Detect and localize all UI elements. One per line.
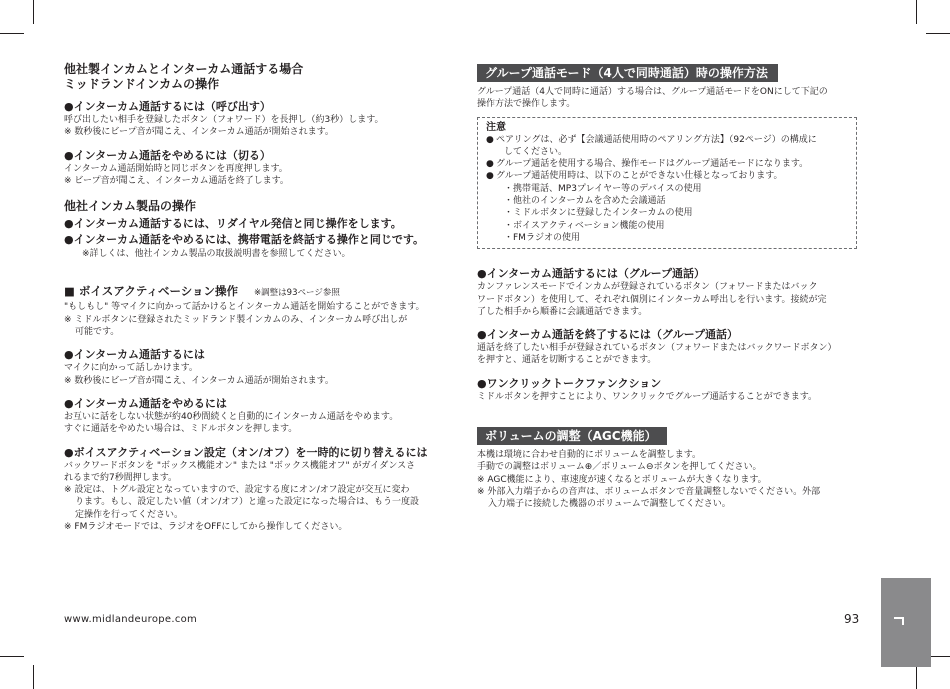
body-text: カンファレンスモードでインカムが登録されているボタン（フォワードまたはバック [477, 282, 818, 293]
body-note: ※ AGC機能により、車速度が速くなるとボリュームが大きくなります。 [477, 474, 767, 485]
crop-mark [916, 0, 917, 24]
body-text: 了した相手から順番に会議通話できます。 [477, 306, 648, 317]
body-text: ミドルボタンを押すことにより、ワンクリックでグループ通話することができます。 [477, 391, 818, 402]
subsection-heading: ●インターカム通話するには（グループ通話） [477, 267, 706, 281]
footer-url: www.midlandeurope.com [64, 614, 198, 625]
section-title: ミッドランドインカムの操作 [64, 77, 220, 91]
crop-mark [0, 656, 24, 657]
bullet-icon: ● [486, 171, 494, 182]
body-text: グループ通話（4人で同時に通話）する場合は、グループ通話モードをONにして下記の [477, 87, 828, 97]
body-text: れるまで約7秒間押します。 [64, 472, 178, 483]
section-title-vox [64, 284, 449, 301]
body-note: ※ FMラジオモードでは、ラジオをOFFにしてから操作してください。 [64, 522, 348, 533]
subsection-heading: ●ワンクリックトークファンクション [477, 376, 662, 390]
bullet-icon: ● [486, 159, 494, 170]
body-text: 本機は環境に合わせ自動的にボリュームを調整します。 [477, 450, 702, 461]
right-column [477, 62, 857, 511]
caution-subitem: ・FMラジオの使用 [504, 232, 580, 243]
body-note: ※ 外部入力端子からの音声は、ボリュームボタンで音量調整しないでください。外部 [477, 486, 821, 497]
body-note: ※ 数秒後にビープ音が聞こえ、インターカム通話が開始されます。 [64, 375, 334, 386]
body-note: ※詳しくは、他社インカム製品の取扱説明書を参照してください。 [82, 249, 351, 260]
body-text: お互いに話をしない状態が約40秒間続くと自動的にインターカム通話をやめます。 [64, 411, 399, 422]
body-note: 入力端子に接続した機器のボリュームで調整してください。 [488, 499, 731, 510]
caution-item: ● ペアリングは、必ず【会議通話使用時のペアリング方法】（92ページ）の構成に [486, 134, 817, 145]
subsection-heading: ●ボイスアクティベーション設定（オン/オフ）を一時的に切り替えるには [64, 445, 428, 459]
body-bullet: ●インターカム通話をやめるには、携帯電話を終話する操作と同じです。 [64, 233, 425, 247]
subsection-heading: ●インターカム通話するには（呼び出す） [64, 100, 271, 113]
body-text: 呼び出したい相手を登録したボタン（フォワード）を長押し（約3秒）します。 [64, 115, 384, 125]
body-note: ※ 設定は、トグル設定となっていますので、設定する度にオン/オフ設定が交互に変わ [64, 485, 410, 496]
body-text: 通話を終了したい相手が登録されているボタン（フォワードまたはバックワードボタン） [477, 343, 837, 354]
body-text: 操作方法で操作します。 [477, 99, 576, 110]
caution-subitem: ・ボイスアクティベーション機能の使用 [504, 220, 665, 231]
body-note: 可能です。 [75, 327, 120, 338]
body-note: 定操作を行ってください。 [75, 509, 184, 520]
section-band-volume: ボリュームの調整（AGC機能） [477, 427, 667, 445]
crop-mark [33, 665, 34, 689]
section-title: 他社製インカムとインターカム通話する場合 [64, 62, 304, 76]
side-tab [881, 578, 931, 667]
crop-mark [0, 33, 24, 34]
language-tab-icon [893, 616, 905, 626]
section-title: 他社インカム製品の操作 [64, 199, 197, 214]
body-bullet: ●インターカム通話するには、リダイヤル発信と同じ操作をします。 [64, 217, 402, 231]
body-text: バックワードボタンを "ボックス機能オン" または "ボックス機能オフ" がガイダンスさ [64, 460, 416, 471]
body-text: すぐに通話をやめたい場合は、ミドルボタンを押します。 [64, 424, 298, 435]
caution-item: ● グループ通話使用時は、以下のことができない仕様となっております。 [486, 171, 783, 182]
left-column [64, 62, 449, 533]
body-text: 手動での調整はボリューム⊕／ボリューム⊖ボタンを押してください。 [477, 462, 762, 473]
crop-mark [33, 0, 34, 24]
subsection-heading: ●インターカム通話をやめるには [64, 396, 227, 410]
page-number: 93 [844, 612, 860, 626]
caution-subitem: ・携帯電話、MP3プレイヤー等のデバイスの使用 [504, 183, 702, 194]
crop-mark [916, 665, 917, 689]
subsection-heading: ●インターカム通話するには [64, 348, 205, 362]
subsection-heading: ●インターカム通話を終了するには（グループ通話） [477, 328, 739, 342]
crop-mark [926, 33, 950, 34]
body-note: ※ 数秒後にビープ音が聞こえ、インターカム通話が開始されます。 [64, 127, 334, 138]
caution-subitem: ・他社のインターカムを含めた会議通話 [504, 196, 666, 207]
caution-title: 注意 [486, 121, 506, 133]
body-text: を押すと、通話を切断することができます。 [477, 355, 657, 366]
subsection-heading: ●インターカム通話をやめるには（切る） [64, 148, 271, 162]
body-text: インターカム通話開始時と同じボタンを再度押します。 [64, 163, 288, 174]
caution-item: ● グループ通話を使用する場合、操作モードはグループ通話モードになります。 [486, 159, 809, 170]
body-note: ※ ミドルボタンに登録されたミッドランド製インカムのみ、インターカム呼び出しが [64, 314, 408, 325]
bullet-icon: ● [486, 134, 494, 145]
body-text: "もしもし" 等マイクに向かって話かけるとインターカム通話を開始することができます。 [64, 302, 425, 313]
caution-item-cont: してください。 [504, 146, 568, 157]
vox-page-ref: ※調整は93ページ参照 [254, 288, 340, 299]
section-band-group-call: グループ通話モード（4人で同時通話）時の操作方法 [477, 64, 778, 82]
body-note: ※ ビープ音が聞こえ、インターカム通話を終了します。 [64, 175, 289, 186]
body-text: ワードボタン）を使用して、それぞれ個別にインターカム呼出しを行います。接続が完 [477, 294, 827, 305]
body-note: ります。もし、設定したい値（オン/オフ）と違った設定になった場合は、もう一度設 [75, 497, 420, 508]
caution-subitem: ・ミドルボタンに登録したインターカムの使用 [504, 208, 693, 219]
vox-title: ■ ボイスアクティベーション操作 [64, 284, 239, 299]
caution-box [477, 117, 857, 250]
body-text: マイクに向かって話しかけます。 [64, 363, 198, 374]
